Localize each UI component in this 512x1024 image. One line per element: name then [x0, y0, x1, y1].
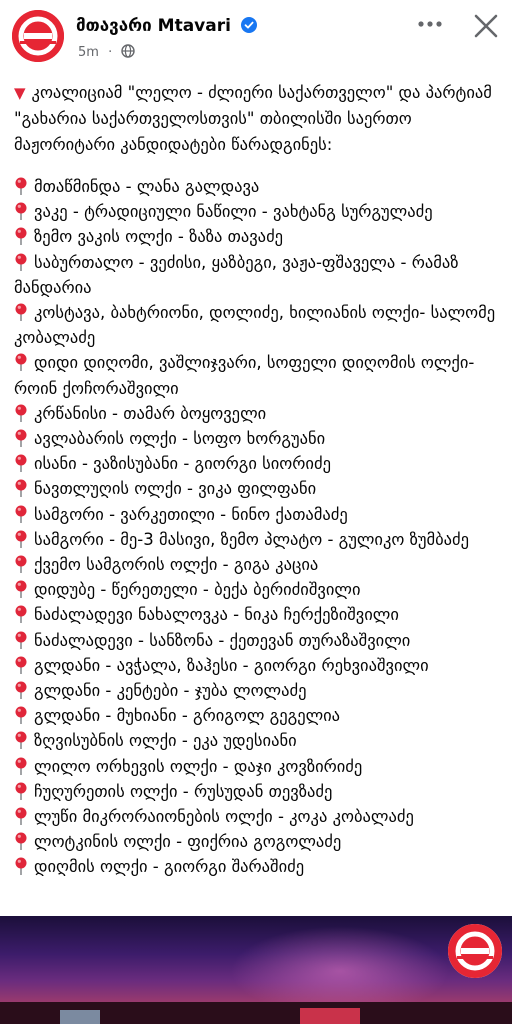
list-item-text: ზღვისუბნის ოლქი - ეკა უდესიანი: [34, 731, 297, 751]
post-media-image[interactable]: [0, 916, 512, 1024]
list-item-text: გლდანი - კენტები - ჯუბა ლოლაძე: [34, 681, 307, 701]
round-pushpin-icon: [14, 479, 28, 497]
round-pushpin-icon: [14, 429, 28, 447]
list-item-text: დიდი დიღომი, ვაშლიჯვარი, სოფელი დიღომის ოლქი- როინ ქოჩორაშვილი: [14, 353, 475, 398]
list-item: [14, 653, 502, 678]
media-watermark-logo: [448, 924, 502, 978]
list-item-text: კრწანისი - თამარ ბოყოველი: [34, 403, 267, 423]
list-item: [14, 451, 502, 476]
round-pushpin-icon: [14, 631, 28, 649]
list-item-text: დიდუბე - წერეთელი - ბექა ბერიძიშვილი: [34, 580, 361, 600]
round-pushpin-icon: [14, 454, 28, 472]
list-item: [14, 401, 502, 426]
round-pushpin-icon: [14, 353, 28, 371]
list-item: [14, 754, 502, 779]
post-meta: [78, 44, 135, 60]
list-item: [14, 829, 502, 854]
round-pushpin-icon: [14, 782, 28, 800]
list-item-text: ზემო ვაკის ოლქი - ზაზა თავაძე: [34, 227, 284, 247]
list-item-text: ლუწი მიკრორაიონების ოლქი - კოკა კობალაძე: [34, 807, 414, 827]
list-item-text: ნაძალადევი - სანზონა - ქეთევან თურაზაშვილი: [34, 630, 411, 650]
round-pushpin-icon: [14, 757, 28, 775]
stage-screen-right: [300, 1008, 360, 1024]
round-pushpin-icon: [14, 731, 28, 749]
stage-screen-left: [60, 1010, 100, 1024]
page-name-text[interactable]: მთავარი Mtavari: [76, 16, 231, 36]
list-item: [14, 224, 502, 249]
round-pushpin-icon: [14, 253, 28, 271]
list-item-text: გლდანი - ავჭალა, ზაჰესი - გიორგი რეხვიაშვილი: [34, 655, 429, 675]
list-item-text: ჩუღურეთის ოლქი - რუსუდან თევზაძე: [34, 781, 333, 801]
list-item: [14, 678, 502, 703]
round-pushpin-icon: [14, 681, 28, 699]
list-item: [14, 426, 502, 451]
verified-badge-icon: [241, 17, 257, 33]
list-item: [14, 577, 502, 602]
round-pushpin-icon: [14, 505, 28, 523]
list-item: [14, 804, 502, 829]
list-item: [14, 174, 502, 199]
round-pushpin-icon: [14, 555, 28, 573]
globe-icon: [121, 44, 135, 58]
list-item-text: ნავთლუღის ოლქი - ვიკა ფილფანი: [34, 479, 317, 499]
list-item: [14, 728, 502, 753]
list-item: [14, 602, 502, 627]
candidate-list: [14, 174, 502, 880]
list-item-text: ისანი - ვაზისუბანი - გიორგი სიორიძე: [34, 454, 331, 474]
list-item-text: ნაძალადევი ნახალოვკა - ნიკა ჩერქეზიშვილი: [34, 605, 399, 625]
round-pushpin-icon: [14, 580, 28, 598]
close-icon: [468, 8, 504, 44]
list-item: [14, 250, 502, 300]
list-item-text: დიღმის ოლქი - გიორგი შარაშიძე: [34, 857, 305, 877]
list-item: [14, 527, 502, 552]
list-item-text: გლდანი - მუხიანი - გრიგოლ გეგელია: [34, 706, 341, 726]
list-item-text: სამგორი - მე-3 მასივი, ზემო პლატო - გულიკო ზუმბაძე: [34, 529, 470, 549]
round-pushpin-icon: [14, 832, 28, 850]
round-pushpin-icon: [14, 303, 28, 321]
round-pushpin-icon: [14, 807, 28, 825]
post-timestamp[interactable]: 5m: [78, 45, 99, 60]
mtavari-logo-icon: [448, 924, 502, 978]
list-item: [14, 703, 502, 728]
post-intro: [14, 80, 502, 158]
list-item: [14, 300, 502, 350]
post-body: [14, 80, 502, 880]
list-item-text: მთაწმინდა - ლანა გალდავა: [34, 177, 260, 196]
post-intro-text: კოალიციამ "ლელო - ძლიერი საქართველო" და პარტიამ "გახარია საქართველოსთვის" თბილისში საერთო მაჟორიტარი კანდიდატები წარადგინეს:: [14, 83, 492, 154]
round-pushpin-icon: [14, 404, 28, 422]
list-item: [14, 502, 502, 527]
more-options-button[interactable]: [414, 14, 446, 40]
list-item: [14, 854, 502, 879]
list-item: [14, 199, 502, 224]
list-item-text: ავლაბარის ოლქი - სოფო ხორგუანი: [34, 429, 326, 449]
list-item-text: ქვემო სამგორის ოლქი - გიგა კაცია: [34, 555, 319, 575]
list-item: [14, 350, 502, 400]
list-item: [14, 552, 502, 577]
round-pushpin-icon: [14, 177, 28, 195]
round-pushpin-icon: [14, 202, 28, 220]
list-item-text: ლოტკინის ოლქი - ფიქრია გოგოლაძე: [34, 832, 342, 852]
list-item: [14, 476, 502, 501]
round-pushpin-icon: [14, 530, 28, 548]
more-horizontal-icon: [414, 14, 446, 40]
list-item-text: კოსტავა, ბახტრიონი, დოლიძე, ხილიანის ოლქი- სალომე კობალაძე: [14, 303, 496, 348]
list-item-text: საბურთალო - ვეძისი, ყაზბეგი, ვაჟა-ფშაველა - რამაზ მანდარია: [14, 252, 459, 297]
list-item-text: ლილო ორხევის ოლქი - დაჯი კოვზირიძე: [34, 756, 363, 776]
round-pushpin-icon: [14, 706, 28, 724]
meta-separator: ·: [108, 45, 113, 60]
round-pushpin-icon: [14, 857, 28, 875]
round-pushpin-icon: [14, 227, 28, 245]
list-item-text: სამგორი - ვარკეთილი - ნინო ქათამაძე: [34, 504, 348, 524]
list-item: [14, 779, 502, 804]
round-pushpin-icon: [14, 605, 28, 623]
post-header: [0, 0, 512, 66]
round-pushpin-icon: [14, 656, 28, 674]
page-avatar[interactable]: [12, 10, 64, 62]
list-item-text: ვაკე - ტრადიციული ნაწილი - ვახტანგ სურგულაძე: [34, 202, 433, 222]
close-button[interactable]: [468, 8, 504, 44]
mtavari-logo-icon: [12, 10, 64, 62]
red-triangle-down-icon: ▼: [14, 84, 26, 102]
list-item: [14, 628, 502, 653]
page-name[interactable]: [76, 16, 257, 36]
